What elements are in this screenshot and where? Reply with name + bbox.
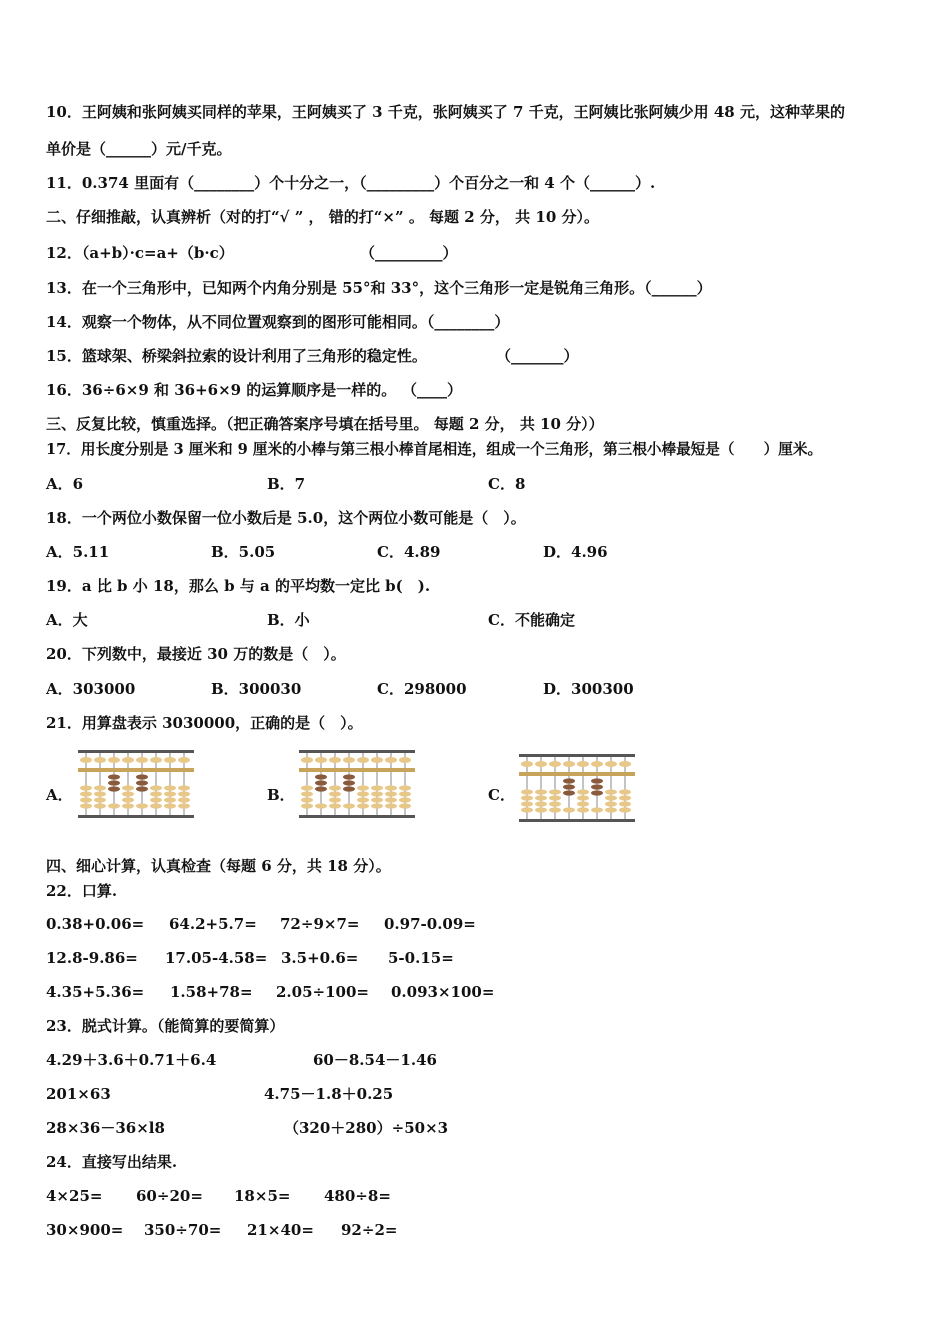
section3-heading: 三、反复比较，慎重选择。（把正确答案序号填在括号里。 每题 2 分， 共 10 分）） <box>46 415 604 433</box>
q16-text: 16．36÷6×9 和 36+6×9 的运算顺序是一样的。 <box>46 381 397 399</box>
abacus-lower-bead <box>94 797 106 802</box>
q24-r2-c2: 350÷70= <box>144 1221 222 1239</box>
abacus-upper-bead <box>108 757 120 763</box>
abacus-lower-bead <box>371 797 383 802</box>
section4-heading: 四、细心计算，认真检查（每题 6 分，共 18 分）。 <box>46 857 391 875</box>
abacus-lower-bead <box>521 795 533 800</box>
q15-blank: （_______） <box>496 347 579 365</box>
abacus-lower-bead <box>591 790 603 795</box>
abacus-lower-bead <box>399 797 411 802</box>
abacus-upper-bead <box>315 757 327 763</box>
abacus-lower-bead <box>136 803 148 808</box>
q17: 17．用长度分别是 3 厘米和 9 厘米的小棒与第三根小棒首尾相连，组成一个三角形，第三根小棒最短是（ ）厘米。 <box>46 441 823 458</box>
abacus-lower-bead <box>399 785 411 790</box>
abacus-lower-bead <box>357 797 369 802</box>
q10-line1: 10．王阿姨和张阿姨买同样的苹果，王阿姨买了 3 千克，张阿姨买了 7 千克，王阿姨比张阿姨少用 48 元，这种苹果的 <box>46 103 845 121</box>
q17-option-b: B．7 <box>267 475 306 493</box>
q20: 20．下列数中，最接近 30 万的数是（ ）。 <box>46 645 346 663</box>
abacus-lower-bead <box>315 774 327 779</box>
abacus-upper-bead <box>357 757 369 763</box>
abacus-a-image <box>78 750 194 818</box>
q15-text: 15．篮球架、桥梁斜拉索的设计利用了三角形的稳定性。 <box>46 347 427 365</box>
abacus-lower-bead <box>535 807 547 812</box>
abacus-lower-bead <box>136 786 148 791</box>
abacus-upper-bead <box>80 757 92 763</box>
abacus-upper-bead <box>521 761 533 767</box>
abacus-upper-bead <box>385 757 397 763</box>
q12-text: 12．（a+b）·c=a+（b·c） <box>46 244 234 262</box>
abacus-lower-bead <box>357 803 369 808</box>
abacus-lower-bead <box>619 807 631 812</box>
q22-r2-c3: 3.5+0.6= <box>281 949 359 967</box>
abacus-lower-bead <box>122 797 134 802</box>
abacus-lower-bead <box>315 786 327 791</box>
abacus-bottom-frame <box>299 815 415 818</box>
abacus-lower-bead <box>549 801 561 806</box>
abacus-lower-bead <box>549 789 561 794</box>
q23-r1-c1: 4.29＋3.6＋0.71＋6.4 <box>46 1051 217 1069</box>
section2-heading: 二、仔细推敲，认真辨析（对的打“√ ” ， 错的打“×” 。 每题 2 分， 共 10 分）。 <box>46 208 599 226</box>
abacus-bottom-frame <box>78 815 194 818</box>
abacus-lower-bead <box>315 780 327 785</box>
abacus-lower-bead <box>591 807 603 812</box>
abacus-upper-bead <box>301 757 313 763</box>
abacus-lower-bead <box>549 795 561 800</box>
abacus-upper-bead <box>371 757 383 763</box>
q22-r2-c1: 12.8-9.86= <box>46 949 138 967</box>
abacus-lower-bead <box>136 774 148 779</box>
q24-r2-c4: 92÷2= <box>341 1221 398 1239</box>
abacus-lower-bead <box>301 797 313 802</box>
abacus-lower-bead <box>108 786 120 791</box>
q21: 21．用算盘表示 3030000，正确的是（ ）。 <box>46 714 363 732</box>
abacus-lower-bead <box>563 807 575 812</box>
abacus-lower-bead <box>136 780 148 785</box>
abacus-lower-bead <box>329 791 341 796</box>
abacus-lower-bead <box>385 785 397 790</box>
q20-option-a: A．303000 <box>46 680 136 698</box>
abacus-upper-bead <box>535 761 547 767</box>
q17-option-a: A．6 <box>46 475 84 493</box>
abacus-lower-bead <box>619 795 631 800</box>
q23-title: 23．脱式计算。（能简算的要简算） <box>46 1017 285 1035</box>
q22-r3-c2: 1.58+78= <box>170 983 253 1001</box>
abacus-lower-bead <box>150 785 162 790</box>
q16 <box>46 380 463 400</box>
abacus-c-image <box>519 754 635 822</box>
q22-r1-c3: 72÷9×7= <box>280 915 360 933</box>
abacus-lower-bead <box>577 807 589 812</box>
abacus-lower-bead <box>549 807 561 812</box>
abacus-lower-bead <box>605 801 617 806</box>
q19: 19．a 比 b 小 18，那么 b 与 a 的平均数一定比 b( ). <box>46 577 431 595</box>
abacus-lower-bead <box>385 791 397 796</box>
abacus-lower-bead <box>343 780 355 785</box>
q16-blank: （____） <box>402 381 463 399</box>
abacus-lower-bead <box>164 797 176 802</box>
abacus-upper-bead <box>591 761 603 767</box>
abacus-beam <box>299 768 415 772</box>
abacus-lower-bead <box>343 774 355 779</box>
abacus-upper-bead <box>136 757 148 763</box>
abacus-lower-bead <box>80 803 92 808</box>
abacus-lower-bead <box>315 803 327 808</box>
q10-line2: 单价是（______）元/千克。 <box>46 140 232 158</box>
abacus-upper-bead <box>343 757 355 763</box>
abacus-lower-bead <box>178 797 190 802</box>
q24-r2-c1: 30×900= <box>46 1221 124 1239</box>
abacus-lower-bead <box>108 774 120 779</box>
q22-title: 22．口算. <box>46 882 118 900</box>
q13: 13．在一个三角形中，已知两个内角分别是 55°和 33°，这个三角形一定是锐角三角形。（______） <box>46 279 712 297</box>
q23-r2-c2: 4.75－1.8＋0.25 <box>264 1085 394 1103</box>
abacus-upper-bead <box>178 757 190 763</box>
abacus-lower-bead <box>605 807 617 812</box>
q23-r3-c1: 28×36－36×l8 <box>46 1119 165 1137</box>
q19-option-b: B．小 <box>267 611 310 629</box>
abacus-lower-bead <box>178 791 190 796</box>
abacus-upper-bead <box>329 757 341 763</box>
abacus-lower-bead <box>577 801 589 806</box>
abacus-lower-bead <box>329 797 341 802</box>
abacus-lower-bead <box>343 803 355 808</box>
abacus-lower-bead <box>164 791 176 796</box>
abacus-upper-bead <box>150 757 162 763</box>
abacus-lower-bead <box>357 785 369 790</box>
abacus-upper-bead <box>619 761 631 767</box>
q18-option-c: C．4.89 <box>377 543 441 561</box>
abacus-lower-bead <box>343 786 355 791</box>
abacus-lower-bead <box>122 785 134 790</box>
abacus-lower-bead <box>301 785 313 790</box>
q20-option-d: D．300300 <box>543 680 634 698</box>
abacus-lower-bead <box>122 791 134 796</box>
q18-option-d: D．4.96 <box>543 543 608 561</box>
abacus-beam <box>519 772 635 776</box>
abacus-lower-bead <box>399 803 411 808</box>
abacus-lower-bead <box>577 795 589 800</box>
abacus-lower-bead <box>563 790 575 795</box>
q21-option-a-label: A． <box>46 786 73 804</box>
abacus-lower-bead <box>108 803 120 808</box>
q12 <box>46 243 458 263</box>
q17-option-c: C．8 <box>488 475 526 493</box>
q22-r2-c4: 5-0.15= <box>388 949 454 967</box>
abacus-lower-bead <box>94 785 106 790</box>
q20-option-c: C．298000 <box>377 680 467 698</box>
q21-option-b-label: B． <box>267 786 295 804</box>
abacus-lower-bead <box>80 785 92 790</box>
abacus-beam <box>78 768 194 772</box>
abacus-lower-bead <box>619 789 631 794</box>
q24-r2-c3: 21×40= <box>247 1221 314 1239</box>
abacus-top-frame <box>519 754 635 757</box>
abacus-lower-bead <box>619 801 631 806</box>
q19-option-c: C．不能确定 <box>488 611 575 629</box>
abacus-lower-bead <box>521 789 533 794</box>
abacus-lower-bead <box>371 803 383 808</box>
abacus-lower-bead <box>399 791 411 796</box>
abacus-lower-bead <box>521 801 533 806</box>
abacus-upper-bead <box>563 761 575 767</box>
abacus-lower-bead <box>301 803 313 808</box>
abacus-lower-bead <box>591 778 603 783</box>
q24-r1-c4: 480÷8= <box>324 1187 391 1205</box>
q24-title: 24．直接写出结果. <box>46 1153 178 1171</box>
q20-option-b: B．300030 <box>211 680 302 698</box>
q24-r1-c3: 18×5= <box>234 1187 291 1205</box>
abacus-lower-bead <box>521 807 533 812</box>
q15 <box>46 346 579 366</box>
abacus-lower-bead <box>150 797 162 802</box>
abacus-lower-bead <box>605 795 617 800</box>
abacus-upper-bead <box>605 761 617 767</box>
abacus-lower-bead <box>108 780 120 785</box>
abacus-upper-bead <box>549 761 561 767</box>
abacus-b-image <box>299 750 415 818</box>
q23-r1-c2: 60－8.54－1.46 <box>313 1051 437 1069</box>
abacus-upper-bead <box>94 757 106 763</box>
abacus-lower-bead <box>577 789 589 794</box>
abacus-lower-bead <box>164 785 176 790</box>
q12-blank: （_________） <box>360 244 458 262</box>
q23-r2-c1: 201×63 <box>46 1085 111 1103</box>
q18-option-a: A．5.11 <box>46 543 110 561</box>
abacus-lower-bead <box>80 791 92 796</box>
q22-r1-c1: 0.38+0.06= <box>46 915 145 933</box>
q19-option-a: A．大 <box>46 611 88 629</box>
q11: 11．0.374 里面有（________）个十分之一，（_________）个百分之一和 4 个（______）. <box>46 174 656 192</box>
q22-r1-c2: 64.2+5.7= <box>169 915 257 933</box>
abacus-lower-bead <box>535 795 547 800</box>
q24-r1-c2: 60÷20= <box>136 1187 203 1205</box>
abacus-lower-bead <box>563 784 575 789</box>
q18-option-b: B．5.05 <box>211 543 276 561</box>
abacus-lower-bead <box>535 789 547 794</box>
abacus-upper-bead <box>122 757 134 763</box>
abacus-lower-bead <box>563 778 575 783</box>
q22-r3-c1: 4.35+5.36= <box>46 983 145 1001</box>
abacus-lower-bead <box>178 785 190 790</box>
abacus-lower-bead <box>94 791 106 796</box>
abacus-upper-bead <box>164 757 176 763</box>
abacus-lower-bead <box>164 803 176 808</box>
abacus-top-frame <box>299 750 415 753</box>
q24-r1-c1: 4×25= <box>46 1187 103 1205</box>
abacus-lower-bead <box>329 785 341 790</box>
abacus-upper-bead <box>577 761 589 767</box>
abacus-lower-bead <box>371 785 383 790</box>
abacus-lower-bead <box>605 789 617 794</box>
abacus-lower-bead <box>591 784 603 789</box>
abacus-lower-bead <box>385 797 397 802</box>
q18: 18．一个两位小数保留一位小数后是 5.0，这个两位小数可能是（ ）。 <box>46 509 526 527</box>
abacus-lower-bead <box>80 797 92 802</box>
abacus-lower-bead <box>122 803 134 808</box>
abacus-lower-bead <box>301 791 313 796</box>
abacus-lower-bead <box>535 801 547 806</box>
abacus-lower-bead <box>150 803 162 808</box>
q22-r3-c3: 2.05÷100= <box>276 983 369 1001</box>
abacus-upper-bead <box>399 757 411 763</box>
q22-r1-c4: 0.97-0.09= <box>384 915 476 933</box>
abacus-lower-bead <box>357 791 369 796</box>
abacus-bottom-frame <box>519 819 635 822</box>
abacus-lower-bead <box>94 803 106 808</box>
abacus-lower-bead <box>371 791 383 796</box>
q22-r2-c2: 17.05-4.58= <box>165 949 268 967</box>
q21-option-c-label: C． <box>488 786 515 804</box>
abacus-lower-bead <box>385 803 397 808</box>
q22-r3-c4: 0.093×100= <box>391 983 495 1001</box>
abacus-lower-bead <box>150 791 162 796</box>
q23-r3-c2: （320＋280）÷50×3 <box>284 1119 449 1137</box>
abacus-top-frame <box>78 750 194 753</box>
abacus-lower-bead <box>178 803 190 808</box>
abacus-lower-bead <box>329 803 341 808</box>
q14: 14．观察一个物体，从不同位置观察到的图形可能相同。（________） <box>46 313 510 331</box>
